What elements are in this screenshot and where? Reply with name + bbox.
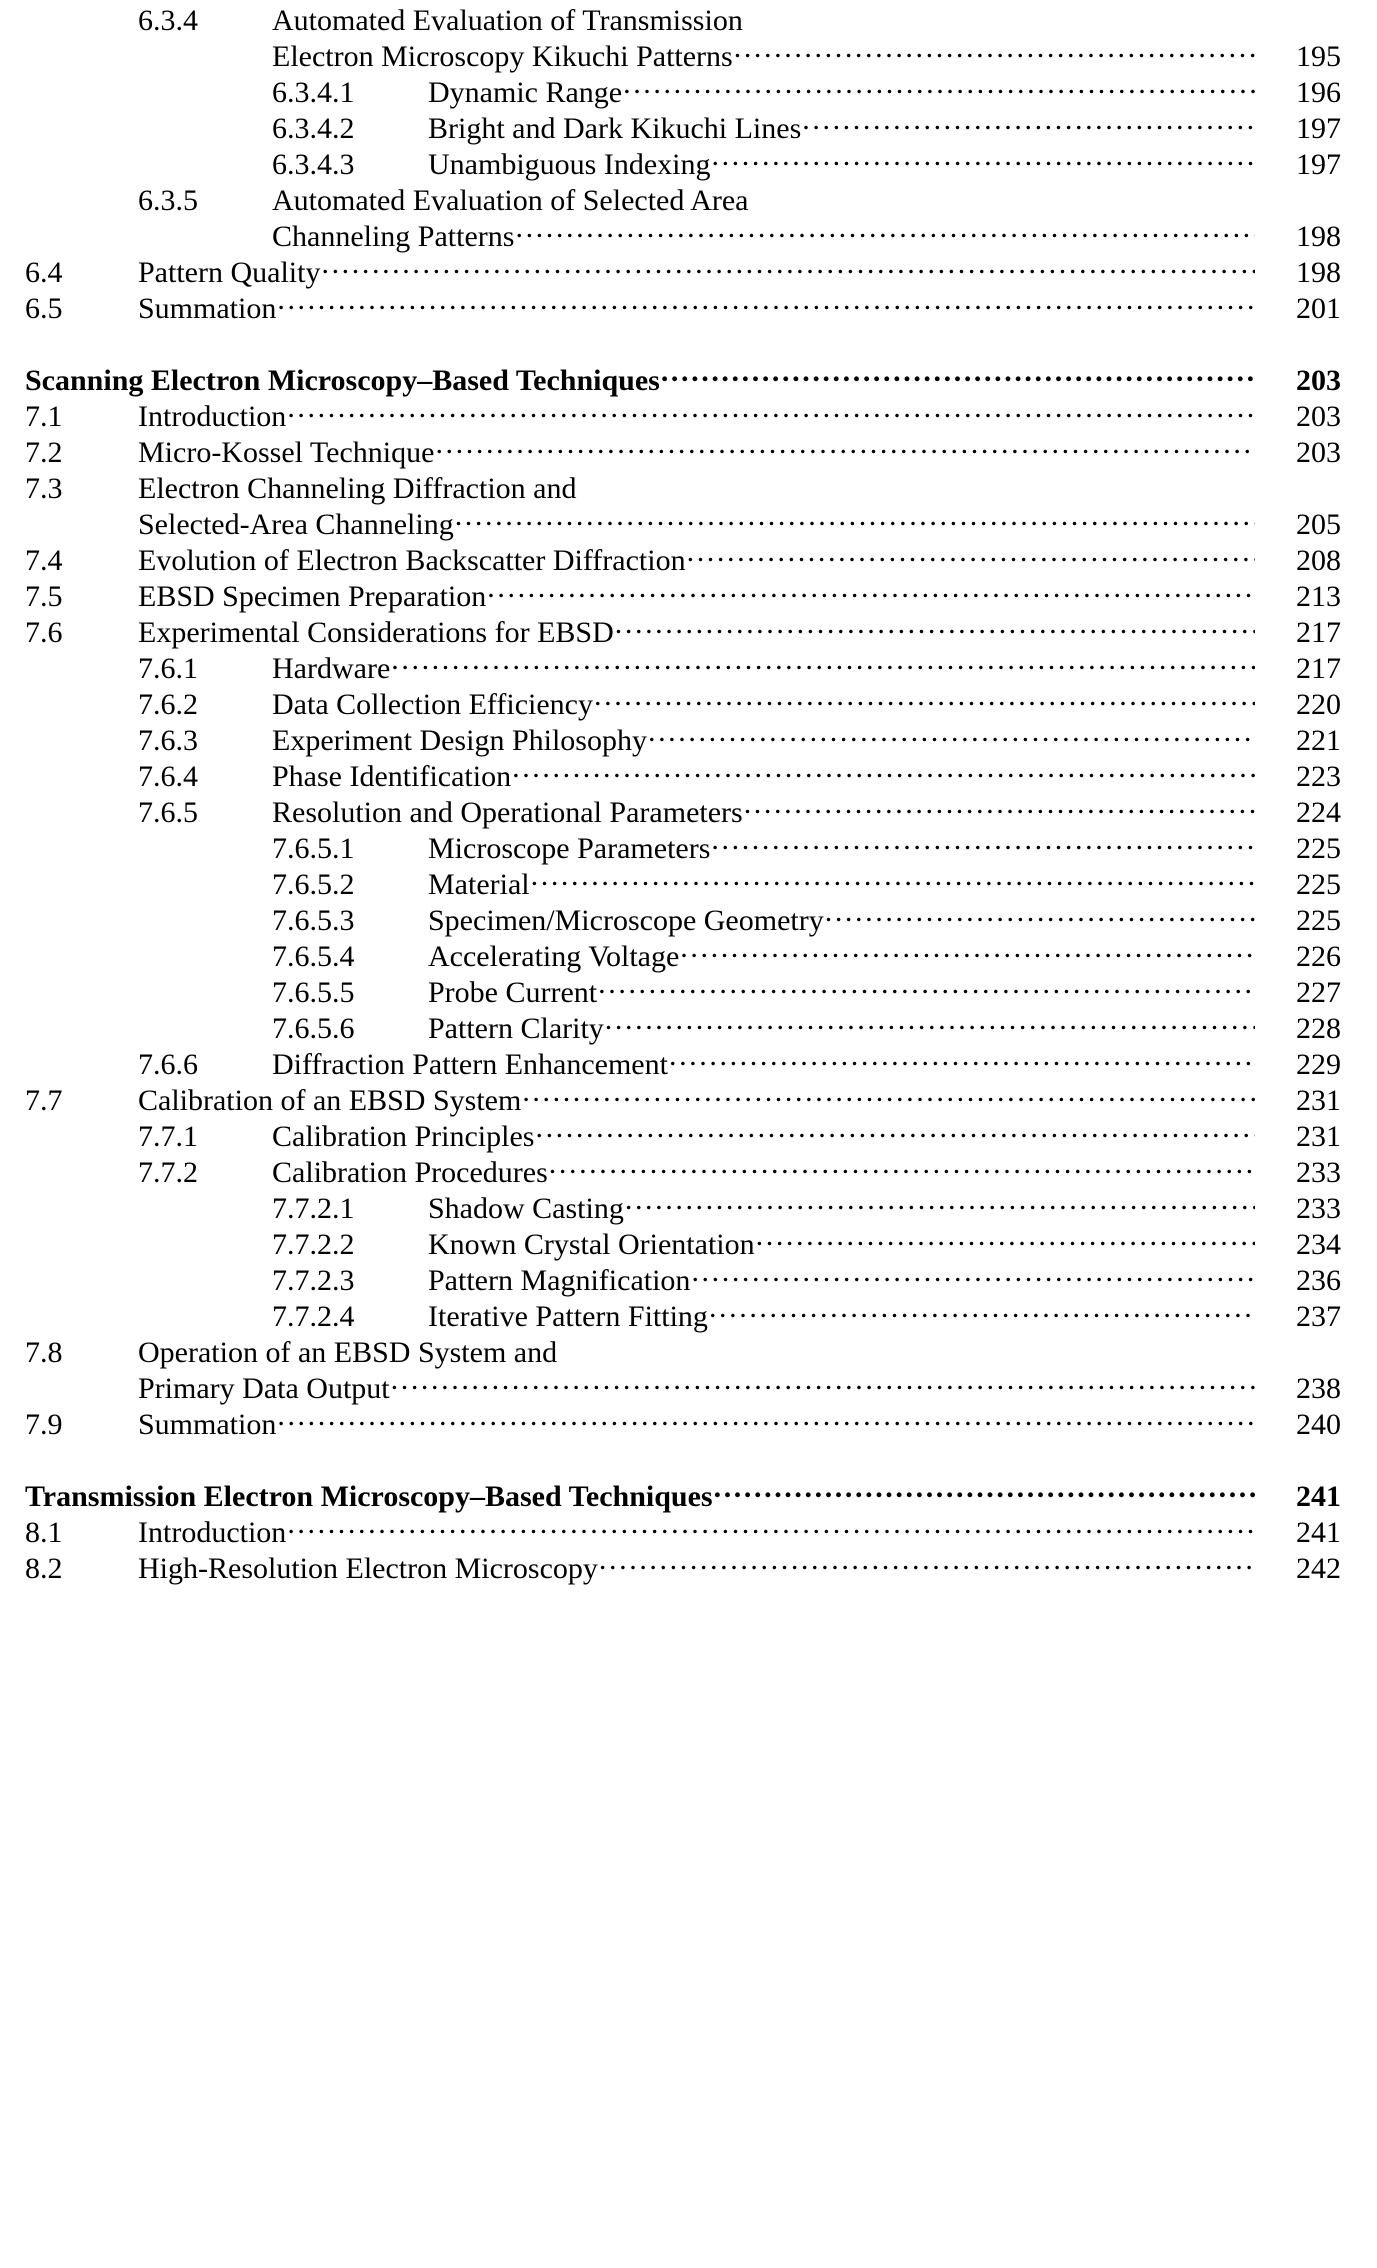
toc-dot-leader	[711, 144, 1255, 174]
toc-entry-middle	[428, 864, 1255, 903]
toc-entry-middle	[428, 972, 1255, 1011]
toc-entry-middle	[272, 756, 1255, 795]
toc-entry-title: Pattern Clarity	[428, 1012, 604, 1045]
toc-entry-number: 6.3.4.3	[272, 148, 355, 181]
toc-entry-row[interactable]	[0, 108, 1377, 144]
toc-entry-number: 7.7.1	[138, 1120, 198, 1153]
toc-entry-row[interactable]	[0, 828, 1377, 864]
toc-page-number: 197	[1296, 112, 1341, 145]
toc-dot-leader	[535, 1116, 1255, 1146]
toc-entry-row[interactable]	[0, 1296, 1377, 1332]
toc-dot-leader	[435, 432, 1255, 462]
toc-entry-middle	[428, 828, 1255, 867]
toc-dot-leader	[522, 1080, 1255, 1110]
toc-entry-row[interactable]	[0, 1116, 1377, 1152]
toc-entry-number: 6.5	[25, 292, 63, 325]
toc-page-number: 203	[1296, 364, 1341, 397]
toc-entry-title: Automated Evaluation of Selected Area	[272, 184, 749, 217]
toc-dot-leader	[687, 540, 1255, 570]
toc-entry-middle	[25, 360, 1255, 399]
toc-entry-middle	[138, 1368, 1255, 1407]
toc-entry-title: Dynamic Range	[428, 76, 623, 109]
toc-page-number: 208	[1296, 544, 1341, 577]
toc-entry-title: Unambiguous Indexing	[428, 148, 711, 181]
toc-chapter-row[interactable]	[0, 360, 1377, 396]
toc-entry-middle	[138, 1548, 1255, 1587]
toc-entry-middle	[138, 540, 1255, 579]
toc-page-number: 203	[1296, 436, 1341, 469]
toc-entry-middle	[138, 504, 1255, 543]
toc-entry-row[interactable]	[0, 252, 1377, 288]
toc-page-number: 205	[1296, 508, 1341, 541]
toc-entry-number: 6.4	[25, 256, 63, 289]
toc-dot-leader	[711, 828, 1255, 858]
toc-entry-title: Automated Evaluation of Transmission	[272, 4, 743, 37]
toc-page-number: 217	[1296, 652, 1341, 685]
toc-page-number: 220	[1296, 688, 1341, 721]
toc-entry-title: Pattern Quality	[138, 256, 321, 289]
toc-dot-leader	[756, 1224, 1255, 1254]
toc-entry-number: 7.6.5	[138, 796, 198, 829]
toc-entry-title: Microscope Parameters	[428, 832, 711, 865]
toc-page-number: 236	[1296, 1264, 1341, 1297]
toc-dot-leader	[277, 1404, 1255, 1434]
toc-entry-title: Calibration Procedures	[272, 1156, 548, 1189]
toc-section-spacer	[0, 324, 1377, 360]
toc-page-number: 198	[1296, 256, 1341, 289]
toc-entry-title: Experimental Considerations for EBSD	[138, 616, 614, 649]
toc-page-number: 237	[1296, 1300, 1341, 1333]
toc-entry-title: Operation of an EBSD System and	[138, 1336, 558, 1369]
toc-entry-number: 7.3	[25, 472, 63, 505]
toc-entry-row[interactable]	[0, 1044, 1377, 1080]
toc-entry-middle	[272, 36, 1255, 75]
toc-entry-middle	[272, 720, 1255, 759]
toc-dot-leader	[648, 720, 1255, 750]
toc-entry-middle	[138, 1512, 1255, 1551]
toc-entry-number: 7.7.2.3	[272, 1264, 355, 1297]
toc-entry-row[interactable]	[0, 396, 1377, 432]
toc-dot-leader	[661, 360, 1255, 390]
toc-dot-leader	[594, 684, 1255, 714]
toc-page-number: 203	[1296, 400, 1341, 433]
toc-dot-leader	[605, 1008, 1255, 1038]
toc-entry-middle	[272, 0, 1255, 39]
toc-entry-row[interactable]	[0, 684, 1377, 720]
toc-entry-title: Electron Channeling Diffraction and	[138, 472, 577, 505]
toc-entry-title: Introduction	[138, 400, 287, 433]
toc-entry-row[interactable]	[0, 72, 1377, 108]
toc-page-number: 225	[1296, 904, 1341, 937]
toc-entry-middle	[272, 648, 1255, 687]
toc-entry-number: 7.6.4	[138, 760, 198, 793]
toc-entry-number: 7.6.5.5	[272, 976, 355, 1009]
toc-entry-number: 8.1	[25, 1516, 63, 1549]
toc-page-number: 225	[1296, 832, 1341, 865]
toc-entry-row[interactable]	[0, 468, 1377, 504]
toc-dot-leader	[598, 972, 1255, 1002]
toc-entry-middle	[138, 1332, 1255, 1371]
toc-entry-title: Experiment Design Philosophy	[272, 724, 647, 757]
toc-entry-row[interactable]	[0, 288, 1377, 324]
toc-entry-title: EBSD Specimen Preparation	[138, 580, 487, 613]
toc-entry-number: 7.9	[25, 1408, 63, 1441]
toc-entry-number: 6.3.4	[138, 4, 198, 37]
toc-entry-title: Primary Data Output	[138, 1372, 390, 1405]
toc-entry-middle	[272, 1116, 1255, 1155]
toc-entry-row[interactable]	[0, 1368, 1377, 1404]
toc-dot-leader	[750, 180, 1256, 210]
toc-entry-middle	[428, 1188, 1255, 1227]
toc-entry-middle	[25, 1476, 1255, 1515]
toc-entry-middle	[428, 1296, 1255, 1335]
toc-page-number: 195	[1296, 40, 1341, 73]
toc-entry-middle	[138, 288, 1255, 327]
toc-page-number: 228	[1296, 1012, 1341, 1045]
toc-dot-leader	[669, 1044, 1255, 1074]
toc-page-number: 233	[1296, 1156, 1341, 1189]
toc-entry-row[interactable]	[0, 36, 1377, 72]
toc-page-number: 223	[1296, 760, 1341, 793]
toc-entry-middle	[138, 396, 1255, 435]
toc-entry-middle	[138, 252, 1255, 291]
toc-entry-title: Summation	[138, 292, 277, 325]
toc-entry-number: 7.6.3	[138, 724, 198, 757]
toc-entry-row[interactable]	[0, 180, 1377, 216]
toc-entry-row[interactable]	[0, 612, 1377, 648]
toc-page-number: 241	[1296, 1516, 1341, 1549]
toc-page-number: 241	[1296, 1480, 1341, 1513]
toc-dot-leader	[744, 792, 1255, 822]
toc-entry-row[interactable]	[0, 756, 1377, 792]
toc-dot-leader	[512, 756, 1255, 786]
toc-entry-title: Summation	[138, 1408, 277, 1441]
toc-entry-title: Diffraction Pattern Enhancement	[272, 1048, 668, 1081]
toc-entry-row[interactable]	[0, 972, 1377, 1008]
toc-entry-middle	[272, 1044, 1255, 1083]
toc-entry-title: Material	[428, 868, 530, 901]
toc-entry-number: 7.2	[25, 436, 63, 469]
toc-entry-title: Shadow Casting	[428, 1192, 624, 1225]
toc-entry-row[interactable]	[0, 720, 1377, 756]
toc-dot-leader	[487, 576, 1255, 606]
toc-entry-number: 8.2	[25, 1552, 63, 1585]
toc-dot-leader	[549, 1152, 1255, 1182]
toc-entry-number: 7.7.2.4	[272, 1300, 355, 1333]
toc-entry-row[interactable]	[0, 1224, 1377, 1260]
toc-entry-middle	[428, 72, 1255, 111]
toc-page-number: 196	[1296, 76, 1341, 109]
toc-entry-title: Calibration Principles	[272, 1120, 535, 1153]
toc-dot-leader	[577, 468, 1255, 498]
toc-page-number: 238	[1296, 1372, 1341, 1405]
toc-entry-title: Resolution and Operational Parameters	[272, 796, 743, 829]
toc-entry-number: 6.3.4.1	[272, 76, 355, 109]
toc-entry-row[interactable]	[0, 1080, 1377, 1116]
toc-entry-title: Probe Current	[428, 976, 598, 1009]
toc-entry-title: Micro-Kossel Technique	[138, 436, 435, 469]
toc-entry-number: 7.6.5.6	[272, 1012, 355, 1045]
toc-entry-row[interactable]	[0, 216, 1377, 252]
toc-entry-number: 7.7.2.2	[272, 1228, 355, 1261]
toc-dot-leader	[599, 1548, 1255, 1578]
toc-entry-middle	[138, 1080, 1255, 1119]
toc-dot-leader	[744, 0, 1255, 30]
toc-entry-title: Specimen/Microscope Geometry	[428, 904, 824, 937]
toc-entry-middle	[138, 612, 1255, 651]
toc-dot-leader	[802, 108, 1255, 138]
toc-dot-leader	[625, 1188, 1255, 1218]
toc-page-number: 226	[1296, 940, 1341, 973]
toc-entry-number: 7.6.6	[138, 1048, 198, 1081]
toc-entry-number: 6.3.5	[138, 184, 198, 217]
toc-entry-title: Calibration of an EBSD System	[138, 1084, 522, 1117]
toc-page-number: 197	[1296, 148, 1341, 181]
toc-section-spacer	[0, 1440, 1377, 1476]
toc-entry-number: 7.7.2.1	[272, 1192, 355, 1225]
toc-page-number: 227	[1296, 976, 1341, 1009]
toc-entry-middle	[138, 432, 1255, 471]
toc-entry-title: Iterative Pattern Fitting	[428, 1300, 708, 1333]
toc-entry-middle	[428, 936, 1255, 975]
toc-dot-leader	[391, 1368, 1255, 1398]
toc-entry-title: Phase Identification	[272, 760, 512, 793]
toc-dot-leader	[277, 288, 1255, 318]
toc-entry-number	[0, 363, 25, 399]
toc-page-number: 198	[1296, 220, 1341, 253]
toc-page-number: 240	[1296, 1408, 1341, 1441]
toc-entry-middle	[272, 684, 1255, 723]
toc-entry-title: Evolution of Electron Backscatter Diffraction	[138, 544, 686, 577]
toc-entry-row[interactable]	[0, 540, 1377, 576]
toc-chapter-row[interactable]	[0, 1476, 1377, 1512]
toc-entry-row[interactable]	[0, 1512, 1377, 1548]
toc-entry-row[interactable]	[0, 504, 1377, 540]
toc-dot-leader	[287, 396, 1255, 426]
toc-entry-number: 7.5	[25, 580, 63, 613]
toc-page-number: 229	[1296, 1048, 1341, 1081]
toc-entry-row[interactable]	[0, 1260, 1377, 1296]
toc-entry-row[interactable]	[0, 1188, 1377, 1224]
toc-entry-number: 7.6.1	[138, 652, 198, 685]
toc-entry-title: Known Crystal Orientation	[428, 1228, 755, 1261]
toc-entry-row[interactable]	[0, 576, 1377, 612]
toc-entry-title: Transmission Electron Microscopy–Based Techniques	[25, 1480, 713, 1513]
toc-dot-leader	[558, 1332, 1255, 1362]
toc-page-number: 213	[1296, 580, 1341, 613]
toc-entry-number: 7.6	[25, 616, 63, 649]
toc-page-number: 221	[1296, 724, 1341, 757]
toc-entry-middle	[428, 900, 1255, 939]
toc-dot-leader	[734, 36, 1255, 66]
toc-entry-middle	[428, 1008, 1255, 1047]
toc-entry-title: Data Collection Efficiency	[272, 688, 593, 721]
toc-page-number: 217	[1296, 616, 1341, 649]
toc-entry-title: Pattern Magnification	[428, 1264, 691, 1297]
toc-dot-leader	[391, 648, 1255, 678]
toc-entry-title: High-Resolution Electron Microscopy	[138, 1552, 598, 1585]
toc-entry-number: 7.4	[25, 544, 63, 577]
toc-entry-number: 6.3.4.2	[272, 112, 355, 145]
toc-entry-title: Selected-Area Channeling	[138, 508, 454, 541]
toc-entry-row[interactable]	[0, 1332, 1377, 1368]
toc-dot-leader	[287, 1512, 1255, 1542]
toc-entry-number: 7.1	[25, 400, 63, 433]
toc-entry-number: 7.8	[25, 1336, 63, 1369]
toc-entry-title: Introduction	[138, 1516, 287, 1549]
toc-entry-middle	[138, 576, 1255, 615]
toc-entry-row[interactable]	[0, 1152, 1377, 1188]
toc-entry-middle	[272, 216, 1255, 255]
toc-entry-number: 7.6.5.2	[272, 868, 355, 901]
toc-entry-title: Accelerating Voltage	[428, 940, 680, 973]
toc-entry-middle	[272, 792, 1255, 831]
toc-entry-middle	[428, 1224, 1255, 1263]
toc-entry-title: Hardware	[272, 652, 391, 685]
toc-entry-row[interactable]	[0, 900, 1377, 936]
toc-page-number: 231	[1296, 1120, 1341, 1153]
toc-page-number: 233	[1296, 1192, 1341, 1225]
toc-dot-leader	[623, 72, 1255, 102]
toc-entry-middle	[428, 108, 1255, 147]
toc-entry-middle	[428, 144, 1255, 183]
toc-entry-title: Electron Microscopy Kikuchi Patterns	[272, 40, 733, 73]
toc-page-number: 234	[1296, 1228, 1341, 1261]
toc-dot-leader	[615, 612, 1255, 642]
toc-entry-row[interactable]	[0, 648, 1377, 684]
toc-entry-number: 7.7	[25, 1084, 63, 1117]
toc-page-number: 225	[1296, 868, 1341, 901]
toc-dot-leader	[714, 1476, 1255, 1506]
toc-dot-leader	[531, 864, 1255, 894]
toc-entry-title: Channeling Patterns	[272, 220, 515, 253]
toc-entry-number: 7.6.5.4	[272, 940, 355, 973]
toc-entry-title: Bright and Dark Kikuchi Lines	[428, 112, 802, 145]
toc-entry-row[interactable]	[0, 432, 1377, 468]
toc-dot-leader	[455, 504, 1255, 534]
toc-page-number: 231	[1296, 1084, 1341, 1117]
toc-entry-row[interactable]	[0, 0, 1377, 36]
toc-dot-leader	[321, 252, 1255, 282]
toc-dot-leader	[680, 936, 1255, 966]
toc-entry-row[interactable]	[0, 1008, 1377, 1044]
toc-entry-number: 7.7.2	[138, 1156, 198, 1189]
toc-entry-row[interactable]	[0, 144, 1377, 180]
toc-entry-row[interactable]	[0, 792, 1377, 828]
toc-page-number: 201	[1296, 292, 1341, 325]
toc-page-number: 224	[1296, 796, 1341, 829]
toc-entry-middle	[138, 1404, 1255, 1443]
toc-entry-row[interactable]	[0, 864, 1377, 900]
toc-entry-row[interactable]	[0, 936, 1377, 972]
toc-entry-middle	[272, 1152, 1255, 1191]
toc-entry-number: 7.6.5.1	[272, 832, 355, 865]
toc-entry-middle	[272, 180, 1255, 219]
toc-entry-row[interactable]	[0, 1404, 1377, 1440]
toc-entry-title: Scanning Electron Microscopy–Based Techniques	[25, 364, 660, 397]
toc-dot-leader	[709, 1296, 1255, 1326]
toc-entry-middle	[428, 1260, 1255, 1299]
toc-page-number: 242	[1296, 1552, 1341, 1585]
toc-dot-leader	[825, 900, 1255, 930]
toc-entry-number	[0, 1479, 25, 1515]
toc-entry-number: 7.6.5.3	[272, 904, 355, 937]
toc-entry-middle	[138, 468, 1255, 507]
toc-dot-leader	[691, 1260, 1255, 1290]
toc-entry-row[interactable]	[0, 1548, 1377, 1584]
toc-dot-leader	[515, 216, 1255, 246]
toc-entry-number: 7.6.2	[138, 688, 198, 721]
